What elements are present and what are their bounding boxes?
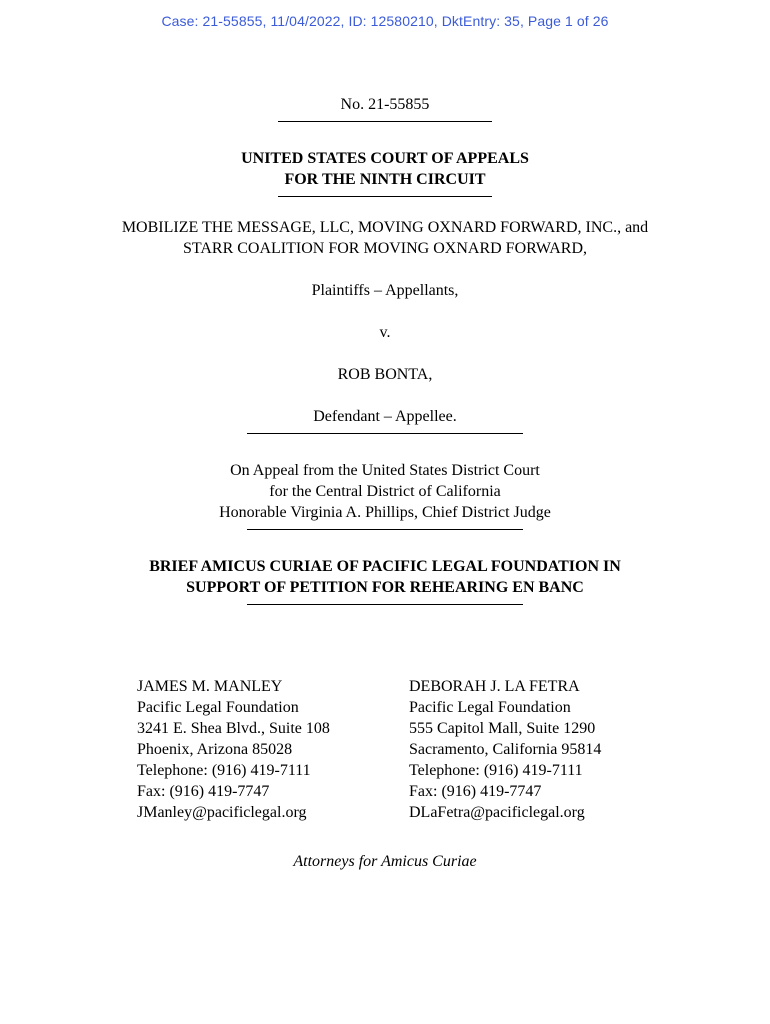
counsel-org: Pacific Legal Foundation	[137, 699, 299, 716]
counsel-fax: Fax: (916) 419-7747	[137, 783, 270, 800]
plaintiffs-line2: STARR COALITION FOR MOVING OXNARD FORWARD,	[182, 240, 588, 257]
appeal-line1: On Appeal from the United States District Court	[230, 462, 540, 479]
appeal-line3: Honorable Virginia A. Phillips, Chief District Judge	[219, 504, 551, 521]
counsel-email: JManley@pacificlegal.org	[137, 804, 307, 821]
divider	[247, 427, 523, 434]
brief-title-line1: BRIEF AMICUS CURIAE OF PACIFIC LEGAL FOUNDATION IN	[149, 558, 621, 575]
appeal-line2: for the Central District of California	[269, 483, 501, 500]
counsel-city: Sacramento, California 95814	[409, 741, 602, 758]
case-number: No. 21-55855	[340, 96, 430, 113]
counsel-fax: Fax: (916) 419-7747	[409, 783, 542, 800]
counsel-left	[137, 676, 330, 823]
counsel-name: JAMES M. MANLEY	[137, 678, 283, 695]
plaintiffs-role: Plaintiffs – Appellants,	[311, 282, 459, 299]
plaintiffs-line1: MOBILIZE THE MESSAGE, LLC, MOVING OXNARD FORWARD, INC., and	[121, 219, 649, 236]
defendant-role: Defendant – Appellee.	[313, 408, 457, 425]
counsel-name: DEBORAH J. LA FETRA	[409, 678, 580, 695]
brief-title-line2: SUPPORT OF PETITION FOR REHEARING EN BANC	[186, 579, 584, 596]
divider	[247, 598, 523, 605]
cover-page	[0, 94, 770, 605]
counsel-address: 3241 E. Shea Blvd., Suite 108	[137, 720, 330, 737]
court-name-line2: FOR THE NINTH CIRCUIT	[284, 171, 486, 188]
counsel-city: Phoenix, Arizona 85028	[137, 741, 293, 758]
counsel-email: DLaFetra@pacificlegal.org	[409, 804, 585, 821]
counsel-phone: Telephone: (916) 419-7111	[137, 762, 311, 779]
divider	[278, 190, 492, 197]
docket-stamp: Case: 21-55855, 11/04/2022, ID: 12580210, DktEntry: 35, Page 1 of 26	[161, 13, 609, 29]
versus: v.	[379, 324, 391, 341]
divider	[278, 115, 492, 122]
counsel-address: 555 Capitol Mall, Suite 1290	[409, 720, 596, 737]
counsel-phone: Telephone: (916) 419-7111	[409, 762, 583, 779]
counsel-right	[409, 676, 601, 823]
divider	[247, 523, 523, 530]
court-name-line1: UNITED STATES COURT OF APPEALS	[241, 150, 529, 167]
counsel-org: Pacific Legal Foundation	[409, 699, 571, 716]
defendant-name: ROB BONTA,	[337, 366, 433, 383]
attorneys-for-label: Attorneys for Amicus Curiae	[293, 853, 477, 870]
